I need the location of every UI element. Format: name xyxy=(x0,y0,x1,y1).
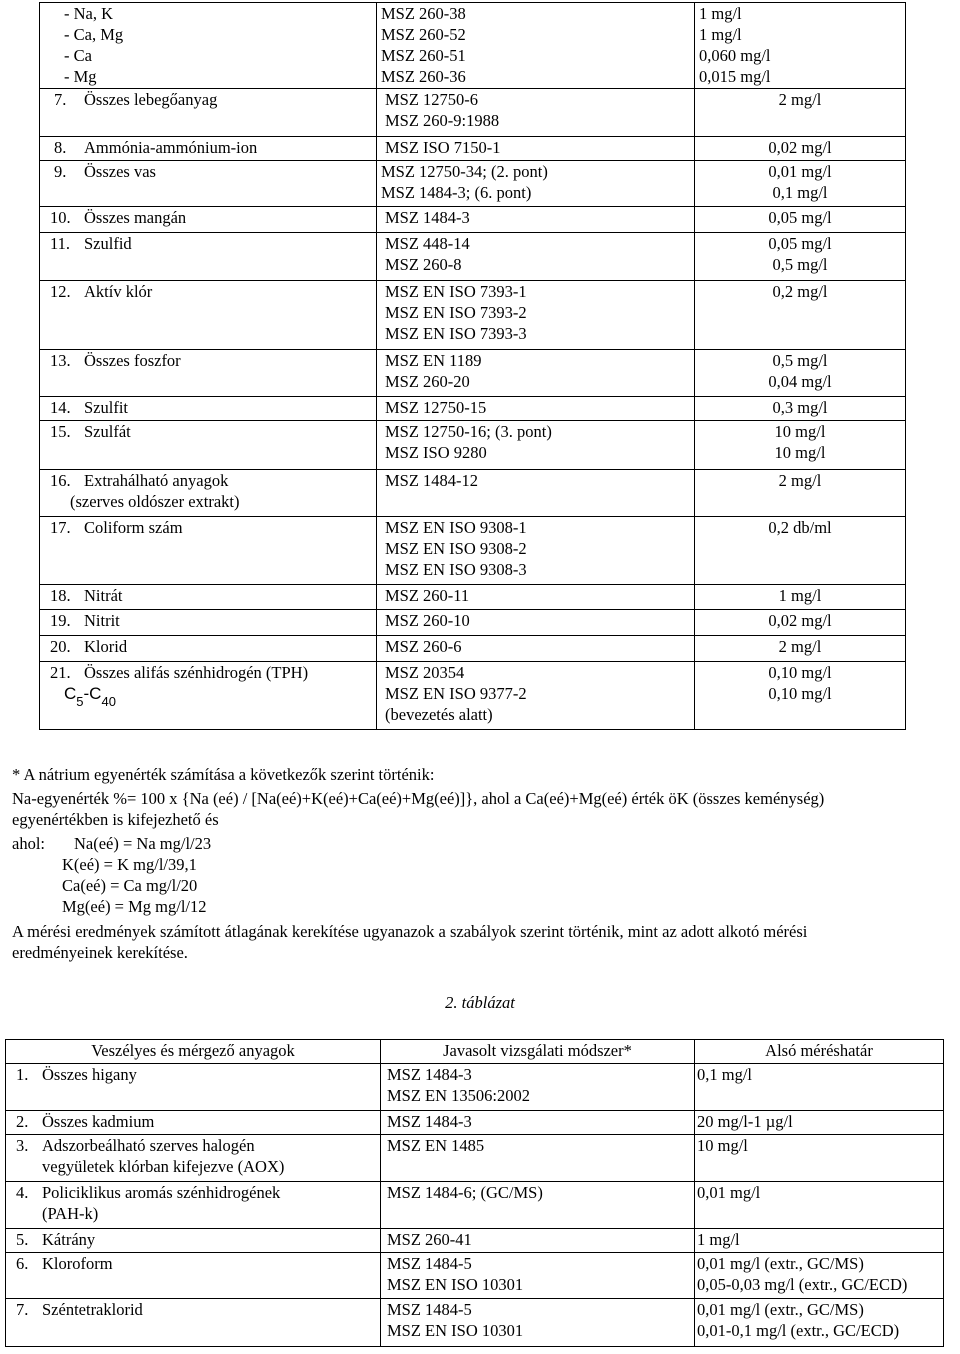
method-line: MSZ 448-14 xyxy=(385,234,470,253)
param-name: Kátrány xyxy=(42,1230,96,1249)
table-row xyxy=(6,1182,944,1229)
method-line: MSZ 12750-15 xyxy=(385,398,487,417)
limit-line: 10 mg/l xyxy=(774,443,826,462)
param-line: - Mg xyxy=(64,67,97,86)
note-line xyxy=(6,833,906,854)
limit-line: 20 mg/l-1 µg/l xyxy=(697,1112,793,1131)
method-cell xyxy=(377,89,695,137)
table-row xyxy=(40,470,906,517)
method-line: MSZ 12750-6 xyxy=(385,90,479,109)
method-cell xyxy=(377,397,695,421)
limit-line: 1 mg/l xyxy=(699,25,742,44)
row-number: 9. xyxy=(54,162,67,181)
limit-cell xyxy=(695,3,906,89)
limit-cell xyxy=(695,585,906,610)
table-row xyxy=(6,1064,944,1111)
note-line: A mérési eredmények számított átlagának kerekítése ugyanazok a szabályok szerint történik, mint az adott alkotó mérési eredményeinek kerekítése. xyxy=(12,922,808,962)
limit-cell xyxy=(695,89,906,137)
limit-line: 10 mg/l xyxy=(774,422,826,441)
row-number: 16. xyxy=(50,471,71,490)
limit-line: 0,05-0,03 mg/l (extr., GC/ECD) xyxy=(697,1275,908,1294)
limit-line: 0,01 mg/l (extr., GC/MS) xyxy=(697,1254,864,1273)
method-line: MSZ 1484-3 xyxy=(387,1112,472,1131)
method-line: MSZ 260-20 xyxy=(385,372,470,391)
param-name-continued: vegyületek klórban kifejezve (AOX) xyxy=(42,1157,285,1176)
limit-cell xyxy=(695,1064,944,1111)
limit-line: 2 mg/l xyxy=(778,471,822,490)
param-cell xyxy=(6,1182,381,1229)
method-cell xyxy=(377,3,695,89)
method-cell xyxy=(377,350,695,397)
row-number: 21. xyxy=(50,663,71,682)
method-line: MSZ ISO 9280 xyxy=(385,443,487,462)
limit-line: 0,3 mg/l xyxy=(772,398,828,417)
table-row xyxy=(6,1135,944,1182)
hazardous-substances-table xyxy=(5,1039,944,1347)
param-name: Összes vas xyxy=(84,162,156,181)
row-number: 3. xyxy=(16,1136,29,1155)
method-cell xyxy=(377,470,695,517)
limit-cell xyxy=(695,350,906,397)
method-line: MSZ 260-51 xyxy=(381,46,466,65)
limit-cell xyxy=(695,281,906,350)
method-line: MSZ 260-52 xyxy=(381,25,466,44)
table-row xyxy=(40,350,906,397)
method-line: MSZ EN ISO 7393-1 xyxy=(385,282,527,301)
row-number: 7. xyxy=(16,1300,29,1319)
table-row xyxy=(40,397,906,421)
limit-line: 0,02 mg/l xyxy=(768,611,832,630)
row-number: 20. xyxy=(50,637,71,656)
row-number: 14. xyxy=(50,398,71,417)
limit-line: 0,01 mg/l xyxy=(697,1183,761,1202)
param-name: Széntetraklorid xyxy=(42,1300,143,1319)
method-cell xyxy=(381,1299,695,1347)
param-line: - Ca xyxy=(64,46,92,65)
limit-cell xyxy=(695,1182,944,1229)
method-line: MSZ 260-6 xyxy=(385,637,462,656)
param-cell xyxy=(40,517,377,585)
limit-line: 0,05 mg/l xyxy=(768,208,832,227)
param-cell xyxy=(6,1253,381,1299)
param-cell xyxy=(40,470,377,517)
limit-line: 0,015 mg/l xyxy=(699,67,771,86)
param-cell xyxy=(40,89,377,137)
param-name-continued: (PAH-k) xyxy=(42,1204,99,1223)
param-name: Policiklikus aromás szénhidrogének xyxy=(42,1183,281,1202)
method-line: MSZ EN ISO 10301 xyxy=(387,1321,524,1340)
param-cell xyxy=(40,662,377,730)
param-cell xyxy=(6,1064,381,1111)
footnotes xyxy=(6,764,906,963)
method-line: MSZ 260-10 xyxy=(385,611,470,630)
limit-line: 0,5 mg/l xyxy=(772,351,828,370)
formula-part: -C xyxy=(83,684,102,703)
param-name: Összes kadmium xyxy=(42,1112,155,1131)
method-line: MSZ 20354 xyxy=(385,663,465,682)
row-number: 13. xyxy=(50,351,71,370)
method-line: MSZ 12750-34; (2. pont) xyxy=(381,162,548,181)
table-row xyxy=(40,137,906,161)
param-name-continued: (szerves oldószer extrakt) xyxy=(70,492,240,511)
method-line: MSZ 260-36 xyxy=(381,67,466,86)
method-cell xyxy=(381,1229,695,1253)
row-number: 11. xyxy=(50,234,71,253)
note-line: K(eé) = K mg/l/39,1 xyxy=(62,855,197,874)
limit-line: 0,5 mg/l xyxy=(772,255,828,274)
note-line: * A nátrium egyenérték számítása a következők szerint történik: xyxy=(12,765,435,784)
tph-formula xyxy=(40,683,376,709)
limit-cell xyxy=(695,1135,944,1182)
param-name: Összes mangán xyxy=(84,208,187,227)
table-header-row xyxy=(6,1040,944,1064)
limit-line: 1 mg/l xyxy=(778,586,822,605)
param-cell xyxy=(40,636,377,662)
param-cell xyxy=(40,350,377,397)
row-number: 18. xyxy=(50,586,71,605)
row-number: 12. xyxy=(50,282,71,301)
method-cell xyxy=(377,137,695,161)
method-line: MSZ 260-8 xyxy=(385,255,462,274)
limit-line: 0,2 mg/l xyxy=(772,282,828,301)
method-cell xyxy=(377,585,695,610)
table-row xyxy=(6,1111,944,1135)
method-line: MSZ EN ISO 9308-3 xyxy=(385,560,527,579)
limit-cell xyxy=(695,1111,944,1135)
limit-line: 0,060 mg/l xyxy=(699,46,771,65)
limit-cell xyxy=(695,207,906,233)
table-row xyxy=(6,1299,944,1347)
method-cell xyxy=(377,421,695,470)
table-caption: 2. táblázat xyxy=(445,993,515,1012)
table-row xyxy=(40,161,906,207)
limit-line: 0,1 mg/l xyxy=(772,183,828,202)
limit-cell xyxy=(695,161,906,207)
method-line: MSZ 260-9:1988 xyxy=(385,111,500,130)
row-number: 10. xyxy=(50,208,71,227)
method-line: MSZ EN ISO 9308-1 xyxy=(385,518,527,537)
param-cell xyxy=(40,585,377,610)
method-line: MSZ EN 13506:2002 xyxy=(387,1086,531,1105)
method-line: MSZ 1484-3 xyxy=(385,208,470,227)
note-line: Ca(eé) = Ca mg/l/20 xyxy=(62,876,198,895)
method-line: MSZ 260-41 xyxy=(387,1230,472,1249)
method-cell xyxy=(377,233,695,281)
table-row xyxy=(40,207,906,233)
table-row xyxy=(40,281,906,350)
param-name: Ammónia-ammónium-ion xyxy=(84,138,258,157)
param-name: Szulfát xyxy=(84,422,131,441)
param-cell xyxy=(40,610,377,636)
table-row xyxy=(40,610,906,636)
table-row xyxy=(40,89,906,137)
param-cell xyxy=(6,1229,381,1253)
table-row xyxy=(40,585,906,610)
method-line: MSZ EN ISO 10301 xyxy=(387,1275,524,1294)
param-cell xyxy=(40,233,377,281)
param-cell xyxy=(40,397,377,421)
param-line: - Ca, Mg xyxy=(64,25,124,44)
param-name: Összes foszfor xyxy=(84,351,181,370)
limit-cell xyxy=(695,517,906,585)
limit-cell xyxy=(695,610,906,636)
param-cell xyxy=(40,207,377,233)
limit-cell xyxy=(695,233,906,281)
limit-line: 0,01-0,1 mg/l (extr., GC/ECD) xyxy=(697,1321,900,1340)
param-name: Összes higany xyxy=(42,1065,137,1084)
method-cell xyxy=(377,636,695,662)
column-header: Veszélyes és mérgező anyagok xyxy=(6,1040,381,1064)
method-cell xyxy=(381,1182,695,1229)
param-cell xyxy=(40,137,377,161)
parameters-table xyxy=(39,2,906,730)
method-line: MSZ EN ISO 9308-2 xyxy=(385,539,527,558)
note-line: Mg(eé) = Mg mg/l/12 xyxy=(62,897,207,916)
method-cell xyxy=(381,1111,695,1135)
limit-line: 0,10 mg/l xyxy=(768,663,832,682)
param-name: Szulfit xyxy=(84,398,128,417)
limit-cell xyxy=(695,1229,944,1253)
param-name: Adszorbeálható szerves halogén xyxy=(42,1136,255,1155)
method-line: MSZ 1484-12 xyxy=(385,471,479,490)
formula-subscript: 40 xyxy=(101,694,116,710)
param-cell xyxy=(6,1135,381,1182)
limit-line: 2 mg/l xyxy=(778,637,822,656)
limit-cell xyxy=(695,662,906,730)
param-name: Kloroform xyxy=(42,1254,113,1273)
method-cell xyxy=(381,1135,695,1182)
param-cell xyxy=(6,1111,381,1135)
limit-line: 0,01 mg/l (extr., GC/MS) xyxy=(697,1300,864,1319)
limit-cell xyxy=(695,1299,944,1347)
method-line: MSZ EN ISO 9377-2 xyxy=(385,684,527,703)
limit-line: 0,1 mg/l xyxy=(697,1065,753,1084)
row-number: 1. xyxy=(16,1065,29,1084)
method-line: MSZ EN 1485 xyxy=(387,1136,485,1155)
param-name: Extrahálható anyagok xyxy=(84,471,229,490)
param-cell xyxy=(6,1299,381,1347)
param-name: Nitrát xyxy=(84,586,123,605)
limit-line: 0,04 mg/l xyxy=(768,372,832,391)
row-number: 5. xyxy=(16,1230,29,1249)
param-cell xyxy=(40,161,377,207)
method-cell xyxy=(377,161,695,207)
limit-line: 2 mg/l xyxy=(778,90,822,109)
param-line: - Na, K xyxy=(64,4,114,23)
method-cell xyxy=(377,610,695,636)
method-line: MSZ 1484-5 xyxy=(387,1300,472,1319)
column-header: Alsó méréshatár xyxy=(695,1040,944,1064)
limit-line: 0,02 mg/l xyxy=(768,138,832,157)
method-line: MSZ 1484-3; (6. pont) xyxy=(381,183,532,202)
param-cell xyxy=(40,421,377,470)
note-line: Na-egyenérték %= 100 x {Na (eé) / [Na(eé)+K(eé)+Ca(eé)+Mg(eé)]}, ahol a Ca(eé)+Mg(eé) érték öK (összes keménység) egyenértékben is kifejezhető és xyxy=(12,789,825,829)
method-cell xyxy=(377,517,695,585)
limit-line: 1 mg/l xyxy=(697,1230,740,1249)
method-cell xyxy=(377,281,695,350)
param-name: Összes lebegőanyag xyxy=(84,90,218,109)
limit-cell xyxy=(695,397,906,421)
table-row xyxy=(6,1253,944,1299)
method-cell xyxy=(377,662,695,730)
table-row xyxy=(40,636,906,662)
method-line: MSZ 1484-6; (GC/MS) xyxy=(387,1183,543,1202)
method-cell xyxy=(377,207,695,233)
formula-part: C xyxy=(64,684,77,703)
formula-subscript: 5 xyxy=(76,694,84,710)
limit-cell xyxy=(695,421,906,470)
column-header: Javasolt vizsgálati módszer* xyxy=(381,1040,695,1064)
limit-cell xyxy=(695,470,906,517)
limit-cell xyxy=(695,1253,944,1299)
table-row xyxy=(40,662,906,730)
row-number: 19. xyxy=(50,611,71,630)
note-prefix: ahol: xyxy=(12,834,45,853)
row-number: 7. xyxy=(54,90,67,109)
method-line: MSZ 1484-5 xyxy=(387,1254,472,1273)
param-cell xyxy=(40,281,377,350)
param-name: Aktív klór xyxy=(84,282,153,301)
method-line: MSZ EN ISO 7393-2 xyxy=(385,303,527,322)
method-line: MSZ EN ISO 7393-3 xyxy=(385,324,527,343)
limit-cell xyxy=(695,137,906,161)
method-line: MSZ 1484-3 xyxy=(387,1065,472,1084)
row-number: 6. xyxy=(16,1254,29,1273)
limit-line: 0,10 mg/l xyxy=(768,684,832,703)
note-formula: Na(eé) = Na mg/l/23 xyxy=(74,834,212,853)
param-name: Szulfid xyxy=(84,234,132,253)
method-cell xyxy=(381,1253,695,1299)
method-line: MSZ ISO 7150-1 xyxy=(385,138,501,157)
row-number: 4. xyxy=(16,1183,29,1202)
limit-line: 0,01 mg/l xyxy=(768,162,832,181)
table-row xyxy=(6,1229,944,1253)
param-name: Nitrit xyxy=(84,611,120,630)
param-name: Klorid xyxy=(84,637,128,656)
row-number: 15. xyxy=(50,422,71,441)
limit-cell xyxy=(695,636,906,662)
table-row xyxy=(40,233,906,281)
row-number: 17. xyxy=(50,518,71,537)
method-line: MSZ 260-11 xyxy=(385,586,470,605)
param-name: Coliform szám xyxy=(84,518,183,537)
method-line: MSZ 12750-16; (3. pont) xyxy=(385,422,552,441)
param-cell xyxy=(40,3,377,89)
limit-line: 0,2 db/ml xyxy=(768,518,832,537)
row-number: 2. xyxy=(16,1112,29,1131)
row-number: 8. xyxy=(54,138,67,157)
method-line: MSZ EN 1189 xyxy=(385,351,482,370)
limit-line: 0,05 mg/l xyxy=(768,234,832,253)
table-row xyxy=(40,421,906,470)
method-line: (bevezetés alatt) xyxy=(385,705,493,724)
limit-line: 10 mg/l xyxy=(697,1136,748,1155)
method-line: MSZ 260-38 xyxy=(381,4,466,23)
table-row xyxy=(40,3,906,89)
param-name: Összes alifás szénhidrogén (TPH) xyxy=(84,663,309,682)
table-row xyxy=(40,517,906,585)
limit-line: 1 mg/l xyxy=(699,4,742,23)
method-cell xyxy=(381,1064,695,1111)
